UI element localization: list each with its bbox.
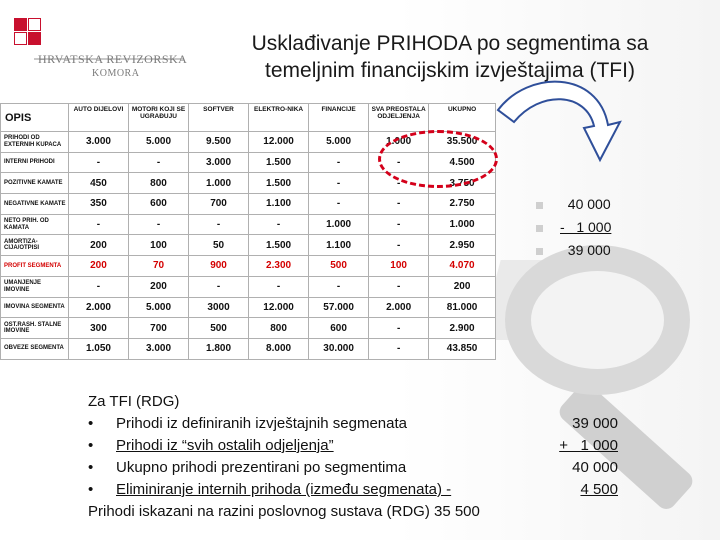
table-cell: 35.500 [429,132,496,153]
table-cell: 600 [128,194,188,215]
square-bullet-icon [536,248,543,255]
reconciliation-list [536,196,656,265]
row-label: IMOVINA SEGMENTA [1,297,69,318]
table-cell: - [309,194,369,215]
square-bullet-icon [536,225,543,232]
table-row [1,276,496,297]
tfi-summary [88,391,618,523]
table-cell: - [369,338,429,359]
row-label: NETO PRIH. OD KAMATA [1,214,69,235]
table-cell: 2.300 [249,256,309,277]
summary-item: • Ukupno prihodi prezentirani po segmentima 40 000 [88,459,618,476]
table-cell: 900 [189,256,249,277]
table-cell: 1.100 [249,194,309,215]
table-cell: 4.070 [429,256,496,277]
summary-item: • Prihodi iz “svih ostalih odjeljenja” + 1 000 [88,437,618,454]
list-item: 39 000 [536,242,656,265]
logo-text-line1: HRVATSKA REVIZORSKA [38,52,188,66]
title-line1: Usklađivanje PRIHODA po segmentima sa [251,32,649,55]
table-cell: 500 [189,318,249,339]
table-cell: 43.850 [429,338,496,359]
col-header-sva-preostala: SVA PREOSTALA ODJELJENJA [369,104,429,132]
table-cell: 800 [128,173,188,194]
table-cell: 200 [68,256,128,277]
table-cell: 3.000 [189,152,249,173]
row-label: POZITIVNE KAMATE [1,173,69,194]
table-cell: 100 [128,235,188,256]
row-label: INTERNI PRIHODI [1,152,69,173]
table-cell: - [68,152,128,173]
col-header-softver: SOFTVER [189,104,249,132]
table-cell: 5.000 [128,132,188,153]
table-cell: - [369,214,429,235]
table-cell: - [369,152,429,173]
table-cell: 1.800 [189,338,249,359]
table-cell: 9.500 [189,132,249,153]
table-cell: - [128,214,188,235]
logo [14,14,189,84]
table-cell: 1.000 [369,132,429,153]
table-row [1,297,496,318]
table-cell: 3.750 [429,173,496,194]
table-cell: 2.750 [429,194,496,215]
table-cell: 70 [128,256,188,277]
table-cell: 4.500 [429,152,496,173]
table-cell: - [309,152,369,173]
table-row [1,194,496,215]
table-row [1,235,496,256]
table-cell: 300 [68,318,128,339]
table-cell: 1.100 [309,235,369,256]
table-cell: 3000 [189,297,249,318]
table-cell: 350 [68,194,128,215]
table-cell: 200 [128,276,188,297]
curved-arrow-icon [488,70,628,200]
summary-footer: Prihodi iskazani na razini poslovnog sustava (RDG) 35 500 [88,503,480,520]
col-header-opis: OPIS [1,104,69,132]
row-label: PRIHODI OD EXTERNIH KUPACA [1,132,69,153]
square-bullet-icon [536,202,543,209]
col-header-auto-dijelovi: AUTO DIJELOVI [68,104,128,132]
table-cell: - [369,194,429,215]
col-header-motori: MOTORI KOJI SE UGRAĐUJU [128,104,188,132]
table-cell: 2.900 [429,318,496,339]
table-cell: 30.000 [309,338,369,359]
table-cell: 50 [189,235,249,256]
table-cell: 600 [309,318,369,339]
magnifier-watermark-icon [505,245,690,395]
summary-item: • Eliminiranje internih prihoda (između segmenata) - 4 500 [88,481,618,498]
title-line2: temeljnim financijskim izvještajima (TFI) [265,59,635,82]
table-cell: - [369,276,429,297]
row-label: NEGATIVNE KAMATE [1,194,69,215]
table-cell: 3.000 [128,338,188,359]
row-label: PROFIT SEGMENTA [1,256,69,277]
table-cell: 12.000 [249,297,309,318]
list-item: 40 000 [536,196,656,219]
table-cell: - [369,318,429,339]
list-item: - 1 000 [536,219,656,242]
table-cell: - [189,214,249,235]
table-cell: 200 [68,235,128,256]
table-cell: 100 [369,256,429,277]
col-header-financije: FINANCIJE [309,104,369,132]
col-header-elektronika: ELEKTRO-NIKA [249,104,309,132]
table-cell: 2.000 [68,297,128,318]
table-cell: 800 [249,318,309,339]
table-cell: 1.000 [189,173,249,194]
table-row [1,338,496,359]
table-row [1,214,496,235]
table-cell: - [369,173,429,194]
table-cell: 2.000 [369,297,429,318]
table-cell: 81.000 [429,297,496,318]
table-cell: - [68,214,128,235]
highlight-dashed-ellipse [378,130,498,188]
table-cell: 2.950 [429,235,496,256]
row-label: AMORTIZA-CIJA/OTPISI [1,235,69,256]
table-cell: - [369,235,429,256]
table-cell: 1.500 [249,173,309,194]
table-cell: 8.000 [249,338,309,359]
table-cell: - [249,214,309,235]
table-cell: 700 [189,194,249,215]
table-cell: - [68,276,128,297]
table-cell: - [189,276,249,297]
row-label: UMANJENJE IMOVINE [1,276,69,297]
table-header-row [1,104,496,132]
table-cell: - [309,173,369,194]
table-cell: 1.500 [249,152,309,173]
table-cell: - [128,152,188,173]
table-cell: 3.000 [68,132,128,153]
table-cell: 1.500 [249,235,309,256]
row-label: OBVEZE SEGMENTA [1,338,69,359]
table-cell: 500 [309,256,369,277]
summary-item: • Prihodi iz definiranih izvještajnih segmenata 39 000 [88,415,618,432]
col-header-ukupno: UKUPNO [429,104,496,132]
table-cell: 1.000 [309,214,369,235]
table-cell: 1.000 [429,214,496,235]
table-cell: 12.000 [249,132,309,153]
table-row [1,318,496,339]
table-cell: 700 [128,318,188,339]
table-cell: 5.000 [309,132,369,153]
table-cell: 57.000 [309,297,369,318]
table-row [1,256,496,277]
table-cell: 5.000 [128,297,188,318]
row-label: OST.RASH. STALNE IMOVINE [1,318,69,339]
table-cell: 1.050 [68,338,128,359]
logo-mark-icon [14,18,44,48]
logo-text-line2: KOMORA [92,68,140,79]
table-cell: 200 [429,276,496,297]
summary-heading: Za TFI (RDG) [88,393,180,410]
table-cell: - [249,276,309,297]
table-cell: - [309,276,369,297]
table-cell: 450 [68,173,128,194]
